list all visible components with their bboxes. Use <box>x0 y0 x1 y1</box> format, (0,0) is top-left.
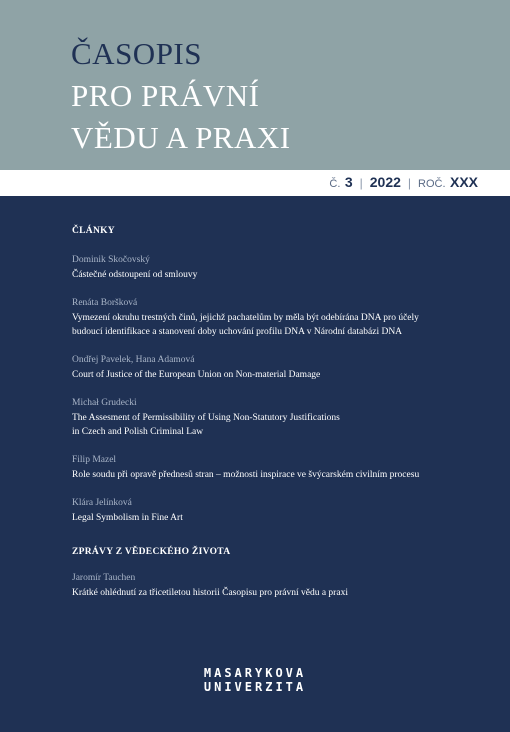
article-author: Dominik Skočovský <box>72 255 150 265</box>
issue-number: 3 <box>344 174 353 190</box>
article-entry <box>72 297 482 339</box>
article-title-line: in Czech and Polish Criminal Law <box>72 427 204 437</box>
article-entry <box>72 497 482 525</box>
article-title <box>72 268 482 282</box>
section-heading: ZPRÁVY Z VĚDECKÉHO ŽIVOTA <box>72 547 231 557</box>
journal-title-line: PRO PRÁVNÍ <box>71 78 260 113</box>
publisher-line: UNIVERZITA <box>203 680 307 694</box>
separator: | <box>407 176 412 190</box>
journal-title <box>71 33 291 159</box>
article-entry <box>72 354 482 382</box>
article-title <box>72 311 482 339</box>
article-title-line: Court of Justice of the European Union on Non-material Damage <box>72 370 321 380</box>
article-title-line: Role soudu při opravě přednesů stran – možnosti inspirace ve švýcarském civilním procesu <box>72 470 420 480</box>
publisher-logo <box>0 666 510 694</box>
issue-bar <box>0 170 510 196</box>
issue-info <box>329 174 478 192</box>
article-entry <box>72 454 482 482</box>
article-title-line: Částečné odstoupení od smlouvy <box>72 270 198 280</box>
journal-title-line: ČASOPIS <box>71 36 202 71</box>
publisher-line: MASARYKOVA <box>203 666 307 680</box>
article-title <box>72 368 482 382</box>
volume-prefix: ROČ. <box>418 178 446 190</box>
article-author: Renáta Boršková <box>72 298 138 308</box>
issue-year: 2022 <box>369 174 401 190</box>
table-of-contents <box>72 226 482 615</box>
article-author: Jaromír Tauchen <box>72 573 136 583</box>
article-title-line: The Assesment of Permissibility of Using Non-Statutory Justifications <box>72 413 340 423</box>
article-author: Michał Grudecki <box>72 398 137 408</box>
article-entry <box>72 397 482 439</box>
separator: | <box>359 176 363 190</box>
issue-number-prefix: Č. <box>329 178 341 190</box>
volume-number: XXX <box>449 174 478 190</box>
article-entry <box>72 254 482 282</box>
article-title-line: Krátké ohlédnutí za třicetiletou historii Časopisu pro právní vědu a praxi <box>72 588 348 598</box>
article-title <box>72 586 482 600</box>
journal-title-line: VĚDU A PRAXI <box>71 120 291 155</box>
article-title <box>72 511 482 525</box>
article-author: Filip Mazel <box>72 455 117 465</box>
article-title <box>72 468 482 482</box>
article-title <box>72 411 482 439</box>
title-band <box>0 0 510 170</box>
article-title-line: Legal Symbolism in Fine Art <box>72 513 183 523</box>
issue-number-label <box>329 174 352 192</box>
section-heading: ČLÁNKY <box>72 226 115 236</box>
volume-label <box>418 174 478 192</box>
article-title-line: budoucí identifikace a stanovení doby uchování profilu DNA v Národní databázi DNA <box>72 327 403 337</box>
article-title-line: Vymezení okruhu trestných činů, jejichž pachatelům by měla být odebírána DNA pro účely <box>72 313 419 323</box>
article-author: Klára Jelínková <box>72 498 132 508</box>
article-entry <box>72 572 482 600</box>
article-author: Ondřej Pavelek, Hana Adamová <box>72 355 195 365</box>
